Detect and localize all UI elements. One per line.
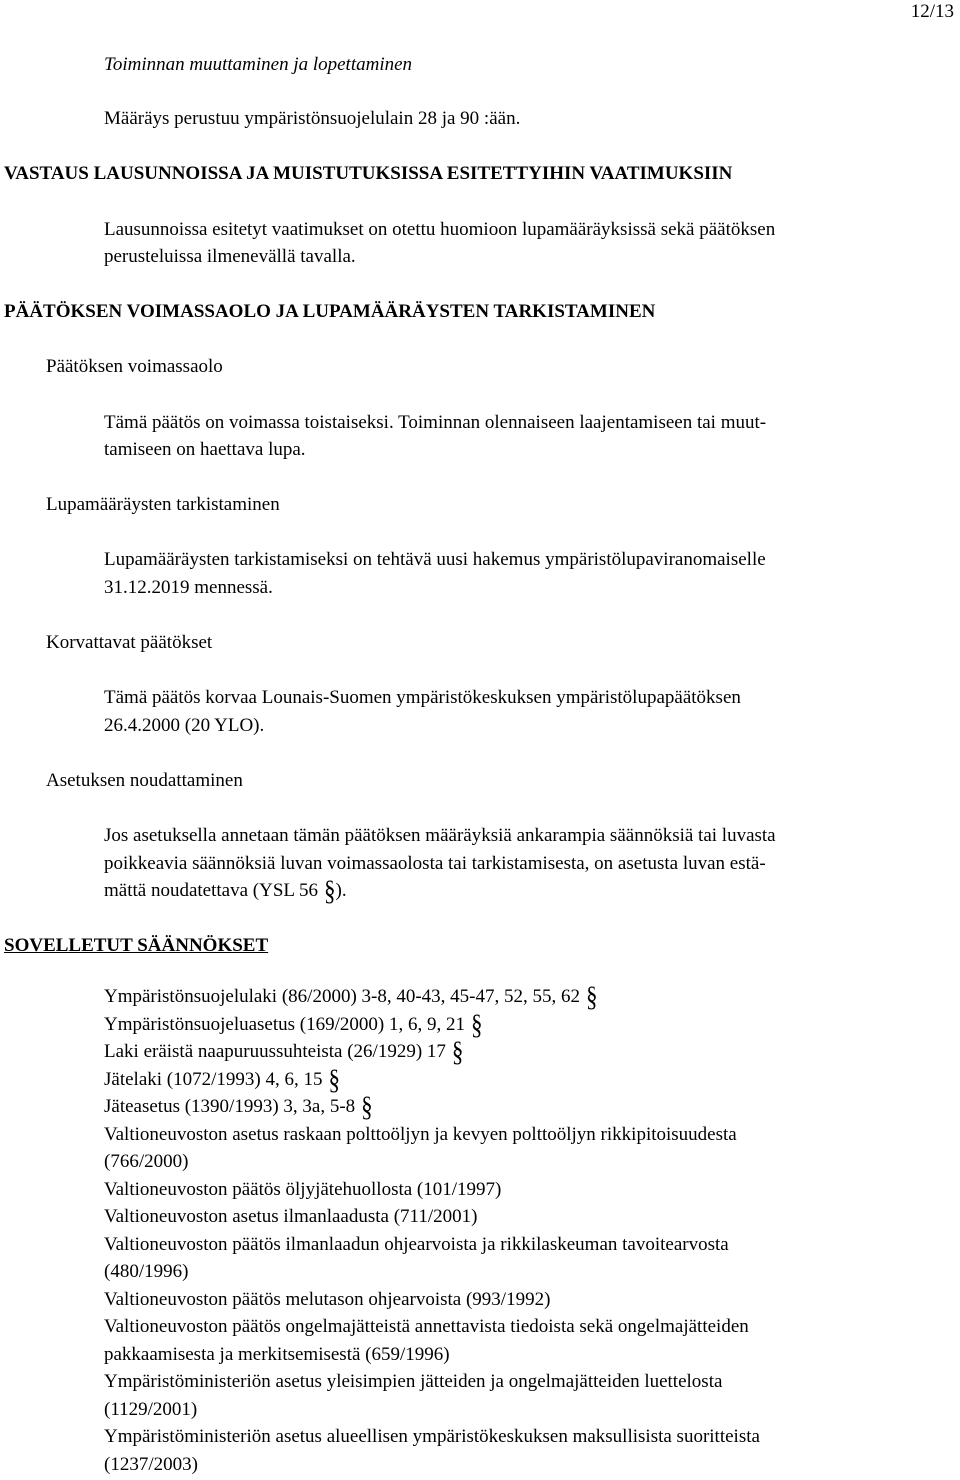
statute-item: Valtioneuvoston päätös melutason ohjearvoista (993/1992)	[104, 1288, 551, 1310]
statute-item: Valtioneuvoston asetus raskaan polttoöljyn ja kevyen polttoöljyn rikkipitoisuudesta	[104, 1123, 737, 1145]
section-sign: §	[328, 1063, 340, 1095]
statute-item: pakkaamisesta ja merkitsemisestä (659/1996)	[104, 1343, 450, 1365]
paragraph-validity-line-1: Tämä päätös on voimassa toistaiseksi. Toiminnan olennaiseen laajentamiseen tai muut-	[104, 412, 767, 433]
paragraph-review-line-2: 31.12.2019 mennessä.	[104, 577, 273, 598]
statute-item: Ympäristönsuojeluasetus (169/2000) 1, 6, 9, 21 §	[104, 1008, 483, 1040]
paragraph-replaced-line-2: 26.4.2000 (20 YLO).	[104, 715, 265, 736]
paragraph-compliance-line-2: poikkeavia säännöksiä luvan voimassaolosta tai tarkistamisesta, on asetusta luvan estä-	[104, 853, 766, 874]
statute-item: Ympäristöministeriön asetus yleisimpien jätteiden ja ongelmajätteiden luettelosta	[104, 1371, 723, 1392]
paragraph-review-line-1: Lupamääräysten tarkistamiseksi on tehtävä uusi hakemus ympäristölupaviranomaiselle	[104, 549, 766, 570]
statute-item: (766/2000)	[104, 1151, 189, 1172]
heading-applied-provisions: SOVELLETUT SÄÄNNÖKSET	[4, 935, 269, 956]
statute-item: Laki eräistä naapuruussuhteista (26/1929) 17 §	[104, 1035, 464, 1068]
subheading-decree-compliance: Asetuksen noudattaminen	[46, 770, 243, 791]
subheading-review: Lupamääräysten tarkistaminen	[46, 494, 280, 515]
statute-item: (480/1996)	[104, 1261, 189, 1282]
paragraph-regulation-basis: Määräys perustuu ympäristönsuojelulain 28 ja 90 :ään.	[104, 108, 521, 129]
paragraph-compliance-line-3	[104, 874, 347, 907]
statute-item: (1129/2001)	[104, 1398, 198, 1420]
paragraph-response-line-2: perusteluissa ilmenevällä tavalla.	[104, 246, 356, 267]
section-sign: §	[324, 874, 336, 907]
statute-item: Valtioneuvoston asetus ilmanlaadusta (711/2001)	[104, 1206, 478, 1227]
statute-item: Ympäristöministeriön asetus alueellisen ympäristökeskuksen maksullisista suoritteista	[104, 1426, 760, 1447]
statute-list	[104, 980, 924, 1478]
statute-item: Jäteasetus (1390/1993) 3, 3a, 5-8 §	[104, 1090, 373, 1123]
paragraph-validity-line-2: tamiseen on haettava lupa.	[104, 439, 306, 460]
statute-item: Valtioneuvoston päätös ongelmajätteistä annettavista tiedoista sekä ongelmajätteiden	[104, 1316, 749, 1337]
section-sign: §	[451, 1035, 464, 1068]
page-number: 12/13	[910, 1, 954, 22]
paragraph-response-line-1: Lausunnoissa esitetyt vaatimukset on otettu huomioon lupamääräyksissä sekä päätöksen	[104, 219, 776, 240]
compliance-line-3-end: ).	[335, 880, 347, 901]
heading-validity-and-review: PÄÄTÖKSEN VOIMASSAOLO JA LUPAMÄÄRÄYSTEN TARKISTAMINEN	[4, 301, 656, 322]
statute-item: Jätelaki (1072/1993) 4, 6, 15 §	[104, 1063, 340, 1095]
section-title-operation-change: Toiminnan muuttaminen ja lopettaminen	[104, 54, 413, 75]
statute-item: Ympäristönsuojelulaki (86/2000) 3-8, 40-43, 45-47, 52, 55, 62 §	[104, 980, 598, 1013]
statute-item: Valtioneuvoston päätös öljyjätehuollosta (101/1997)	[104, 1178, 502, 1200]
paragraph-replaced-line-1: Tämä päätös korvaa Lounais-Suomen ympäristökeskuksen ympäristölupapäätöksen	[104, 687, 741, 708]
heading-response-to-statements: VASTAUS LAUSUNNOISSA JA MUISTUTUKSISSA ESITETTYIHIN VAATIMUKSIIN	[4, 163, 733, 184]
statute-item: Valtioneuvoston päätös ilmanlaadun ohjearvoista ja rikkilaskeuman tavoitearvosta	[104, 1233, 729, 1255]
subheading-replaced-decisions: Korvattavat päätökset	[46, 632, 213, 653]
subheading-validity: Päätöksen voimassaolo	[46, 356, 223, 377]
section-sign: §	[586, 980, 598, 1013]
compliance-line-3-text: mättä noudatettava (YSL 56	[104, 880, 319, 901]
paragraph-compliance-line-1: Jos asetuksella annetaan tämän päätöksen määräyksiä ankarampia säännöksiä tai luvasta	[104, 825, 776, 846]
section-sign: §	[470, 1008, 483, 1040]
section-sign: §	[361, 1090, 373, 1123]
statute-item: (1237/2003)	[104, 1453, 198, 1475]
